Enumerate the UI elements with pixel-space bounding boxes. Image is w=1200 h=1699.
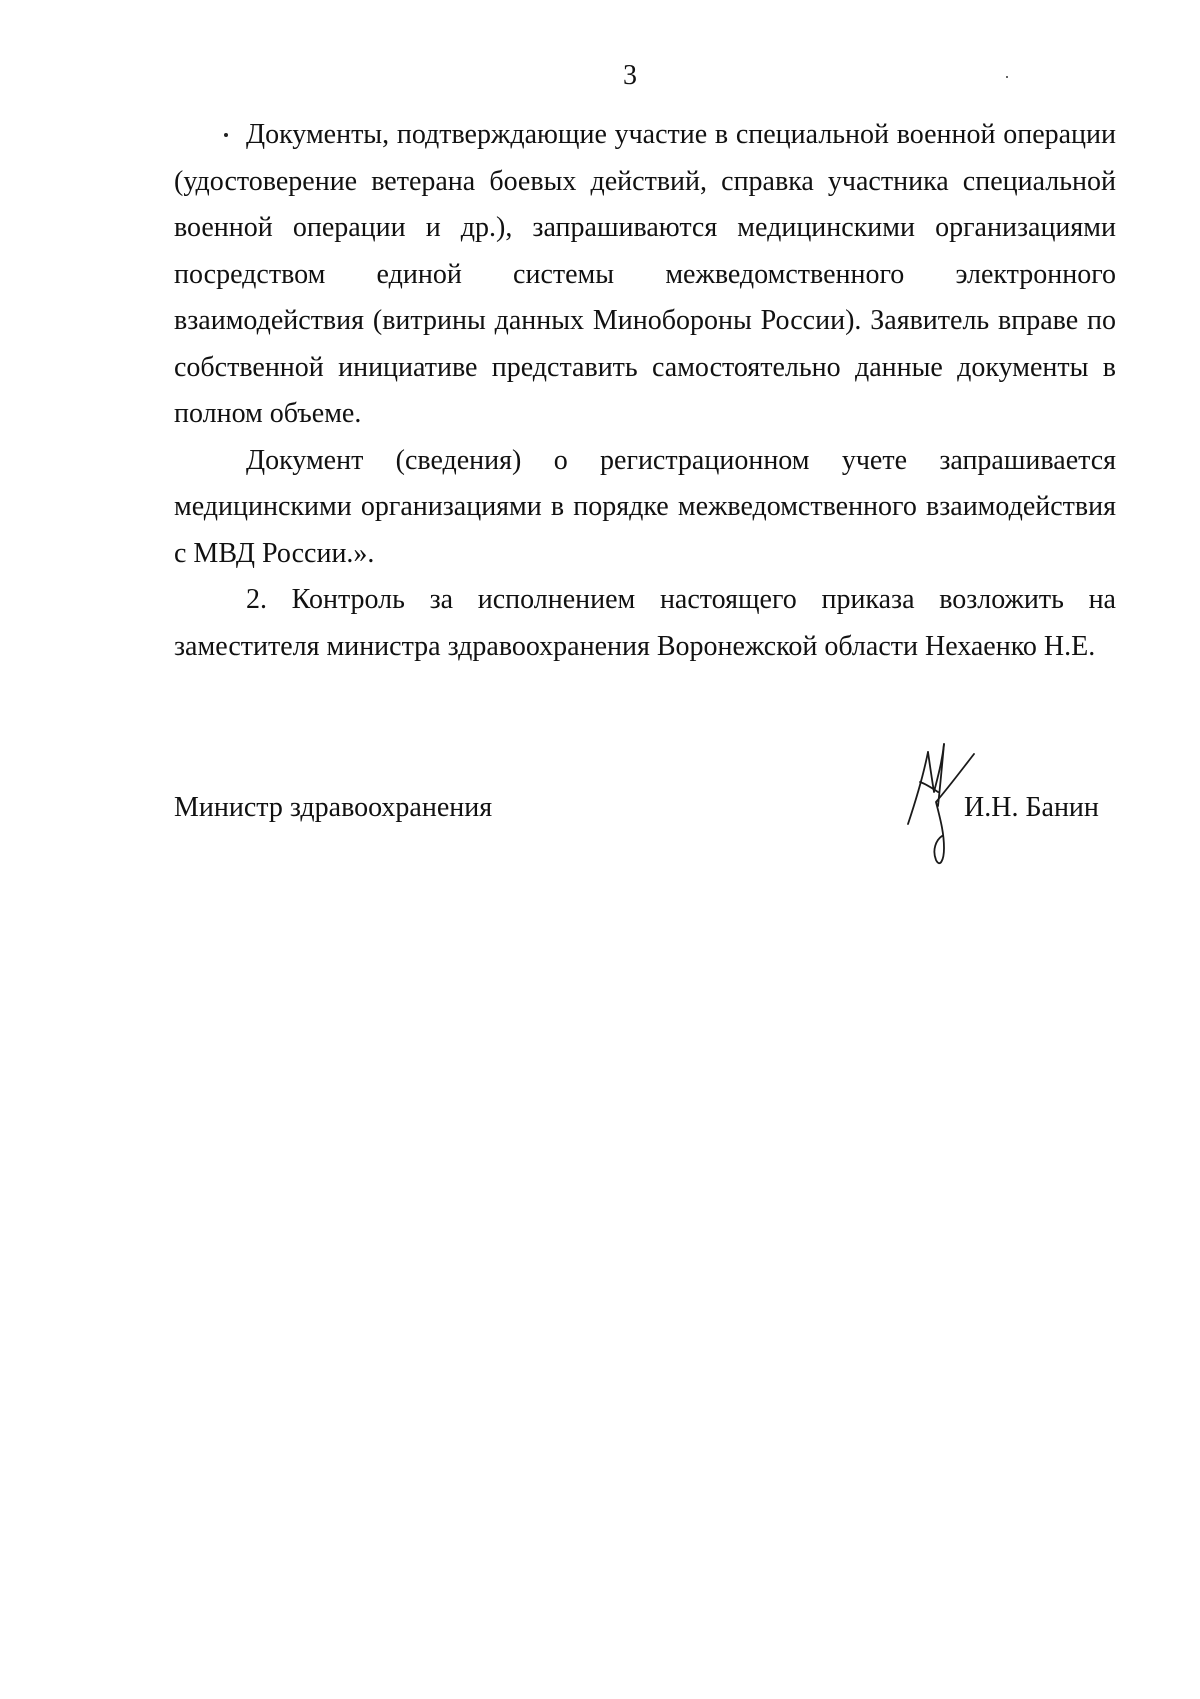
page-number <box>0 60 1200 92</box>
paragraph-documents-text: Документы, подтверждающие участие в специальной военной операции (удостоверение ветерана боевых действий, справка участника специальной военной операции и др.), запрашиваются медицинскими организациями посредством единой системы межведомственного электронного взаимодействия (витрины данных Минобороны России). Заявитель вправе по собственной инициативе представить самостоятельно данные документы в полном объеме. <box>174 119 1116 429</box>
paragraph-documents <box>174 112 1116 438</box>
page-number-text: 3 <box>623 60 637 91</box>
signatory-title: Министр здравоохранения <box>174 792 493 823</box>
scan-dot <box>224 133 228 137</box>
paragraph-registration: Документ (сведения) о регистрационном учете запрашивается медицинскими организациями в порядке межведомственного взаимодействия с МВД России.». <box>174 444 1116 569</box>
signatory-name: И.Н. Банин <box>964 792 1099 823</box>
document-body <box>174 112 1116 670</box>
paragraph-control: 2. Контроль за исполнением настоящего приказа возложить на заместителя министра здравоохранения Воронежской области Нехаенко Н.Е. <box>174 584 1116 662</box>
scan-speck <box>1006 76 1008 78</box>
